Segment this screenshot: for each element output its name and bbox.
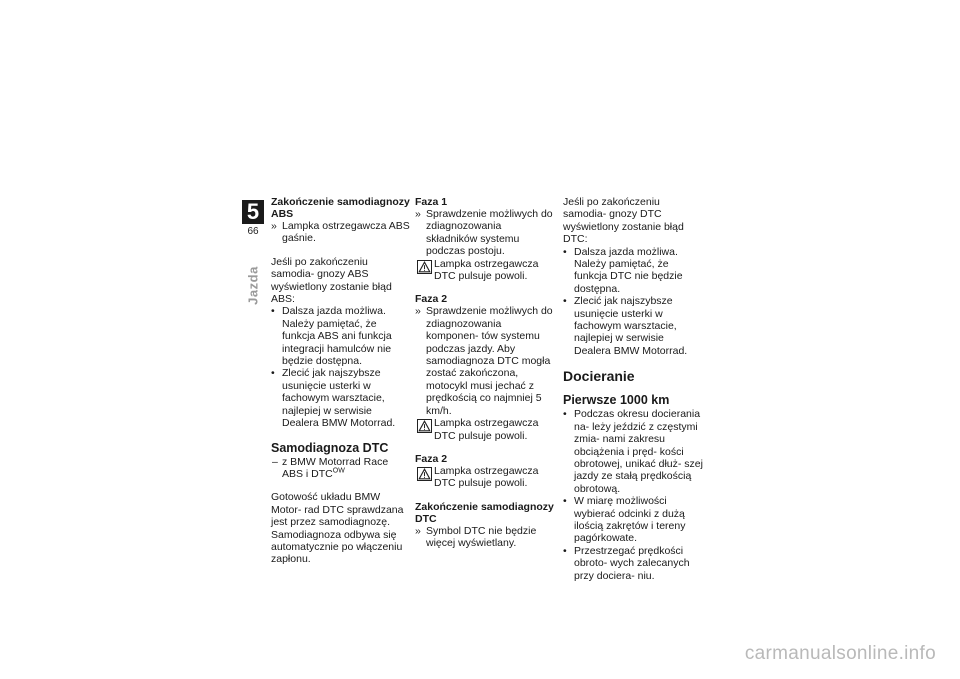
- abs-error-intro: Jeśli po zakończeniu samodia- gnozy ABS wyświetlony zostanie błąd ABS:: [271, 255, 392, 306]
- heading-dtc-end: Zakończenie samodiagnozy DTC: [415, 500, 554, 525]
- chapter-tab: [242, 196, 264, 306]
- warning-text: Lampka ostrzegawcza DTC pulsuje powoli.: [434, 464, 539, 490]
- section-label: Jazda: [245, 266, 261, 305]
- option-superscript: OW: [332, 467, 345, 475]
- bullet-text: Dalsza jazda możliwa. Należy pamiętać, że funkcja DTC nie będzie dostępna.: [574, 245, 683, 295]
- step-marker: »: [271, 220, 277, 232]
- heading-first-1000km: Pierwsze 1000 km: [563, 393, 670, 408]
- bullet-marker: •: [271, 305, 275, 318]
- column-1: [271, 196, 411, 566]
- column-2: [415, 196, 555, 550]
- bullet-marker: •: [563, 245, 567, 258]
- warning-note: [415, 417, 555, 442]
- chapter-number: 5: [242, 200, 264, 224]
- heading-dtc-selfdiag: Samodiagnoza DTC: [271, 440, 389, 455]
- step-text: Sprawdzenie możliwych do zdiagnozowania komponen- tów systemu podczas jazdy. Aby samodiagnoza DTC mogła zostać zakończona, motocykl musi jechać z prędkością co najmniej 5 km/h.: [426, 305, 553, 417]
- bullet-marker: •: [563, 408, 567, 421]
- bullet-item: [563, 246, 703, 296]
- step-marker: »: [415, 208, 421, 220]
- warning-triangle-icon: [417, 467, 432, 481]
- bullet-text: Dalsza jazda możliwa. Należy pamiętać, że funkcja ABS ani funkcja integracji hamulców nie będzie dostępna.: [282, 305, 392, 368]
- heading-phase-1: Faza 1: [415, 196, 448, 208]
- bullet-item: [563, 408, 703, 495]
- bullet-text: Zlecić jak najszybsze usunięcie usterki w fachowym warsztacie, najlepiej w serwisie Dealera BMW Motorrad.: [282, 367, 396, 430]
- bullet-marker: •: [563, 495, 567, 508]
- step-text: Sprawdzenie możliwych do zdiagnozowania składników systemu podczas postoju.: [426, 208, 553, 258]
- bullet-marker: •: [271, 367, 275, 380]
- bullet-marker: •: [563, 544, 567, 557]
- dash-marker: –: [272, 455, 278, 468]
- warning-note: [415, 465, 555, 490]
- warning-triangle-icon: [417, 260, 432, 274]
- heading-phase-3: Faza 2: [415, 452, 448, 465]
- dtc-body-text: Gotowość układu BMW Motor- rad DTC sprawdzana jest przez samodiagnozę. Samodiagnoza odbywa się automatycznie po włączeniu zapłonu.: [271, 491, 404, 566]
- bullet-item: [563, 495, 703, 545]
- equipment-text: z BMW Motorrad Race ABS i DTC: [282, 455, 389, 480]
- step-phase-2: [415, 305, 555, 417]
- warning-triangle-icon: [417, 419, 432, 433]
- bullet-text: Podczas okresu docierania na- leży jeździć z częstymi zmia- nami zakresu obciążenia i pręd- kości obrotowej, unikać dłuż- szej jazdy ze stałą prędkością obrotową.: [574, 408, 703, 495]
- heading-phase-2: Faza 2: [415, 293, 448, 306]
- step-marker: »: [415, 305, 421, 318]
- heading-docieranie: Docieranie: [563, 368, 635, 385]
- step-phase-1: [415, 208, 555, 258]
- bullet-text: Przestrzegać prędkości obroto- wych zalecanych przy dociera- niu.: [574, 544, 690, 582]
- warning-text: Lampka ostrzegawcza DTC pulsuje powoli.: [434, 417, 539, 442]
- bullet-item: [271, 305, 411, 367]
- bullet-item: [271, 367, 411, 429]
- equipment-note: [271, 456, 411, 481]
- bullet-text: W miarę możliwości wybierać odcinki z dużą ilością zakrętów i tereny pagórkowate.: [574, 495, 686, 545]
- dtc-error-intro: Jeśli po zakończeniu samodia- gnozy DTC wyświetlony zostanie błąd DTC:: [563, 196, 684, 246]
- bullet-text: Zlecić jak najszybsze usunięcie usterki w fachowym warsztacie, najlepiej w serwisie Dealera BMW Motorrad.: [574, 295, 688, 357]
- step-abs-light: [271, 220, 411, 245]
- warning-note: [415, 258, 555, 283]
- step-dtc-end: [415, 525, 555, 550]
- bullet-item: [563, 295, 703, 357]
- heading-abs-end: Zakończenie samodiagnozy ABS: [271, 196, 410, 220]
- column-3: [563, 196, 703, 582]
- step-marker: »: [415, 524, 421, 537]
- bullet-marker: •: [563, 295, 567, 308]
- step-text: Symbol DTC nie będzie więcej wyświetlany.: [426, 524, 537, 550]
- bullet-item: [563, 545, 703, 582]
- step-text: Lampka ostrzegawcza ABS gaśnie.: [282, 220, 410, 245]
- warning-text: Lampka ostrzegawcza DTC pulsuje powoli.: [434, 257, 539, 283]
- site-watermark: carmanualsonline.info: [744, 643, 936, 664]
- page-number: 66: [247, 226, 259, 237]
